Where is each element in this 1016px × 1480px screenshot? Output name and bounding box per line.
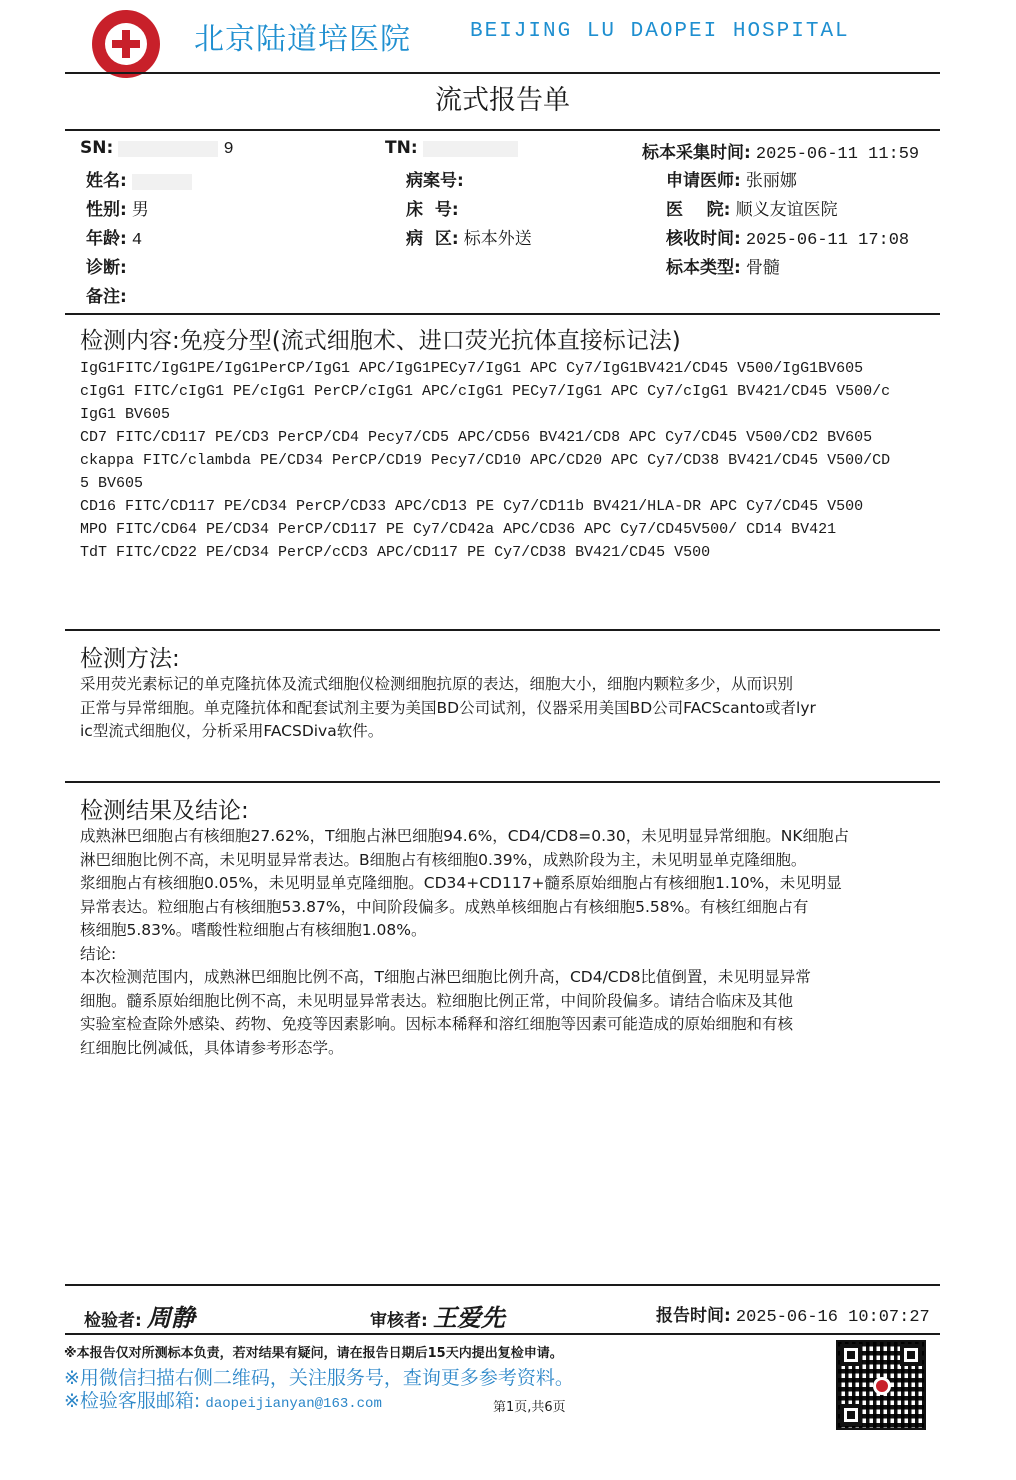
test-line: 5 BV605 xyxy=(80,475,144,492)
result-line: 异常表达。粒细胞占有核细胞53.87%，中间阶段偏多。成熟单核细胞占有核细胞5.58%。有核红细胞占有 xyxy=(80,897,809,916)
reviewer-label: 审核者: xyxy=(370,1311,428,1331)
result-line: 本次检测范围内，成熟淋巴细胞比例不高，T细胞占淋巴细胞比例升高，CD4/CD8比值倒置，未见明显异常 xyxy=(80,968,811,986)
hospital-label: 医 院: xyxy=(666,200,731,220)
divider xyxy=(65,72,940,74)
bed-label: 床 号: xyxy=(406,200,459,220)
ward-field xyxy=(406,224,532,249)
remark-field xyxy=(86,282,127,307)
tester-field xyxy=(84,1298,195,1333)
divider xyxy=(65,1284,940,1286)
method-line: 正常与异常细胞。单克隆抗体和配套试剂主要为美国BD公司试剂，仪器采用美国BD公司FACScanto或者lyr xyxy=(80,698,816,717)
doctor-field xyxy=(666,166,797,191)
test-content-title: 检测内容:免疫分型(流式细胞术、进口荧光抗体直接标记法) xyxy=(80,328,681,354)
test-line: TdT FITC/CD22 PE/CD34 PerCP/cCD3 APC/CD117 PE Cy7/CD38 BV421/CD45 V500 xyxy=(80,544,711,561)
test-line: IgG1 BV605 xyxy=(80,406,171,423)
diagnosis-label: 诊断: xyxy=(86,258,127,278)
test-line: CD7 FITC/CD117 PE/CD3 PerCP/CD4 Pecy7/CD5 APC/CD56 BV421/CD8 APC Cy7/CD45 V500/CD2 BV605 xyxy=(80,429,873,446)
ward-label: 病 区: xyxy=(406,229,459,249)
email-label: ※检验客服邮箱: xyxy=(64,1390,201,1412)
specimen-value: 骨髓 xyxy=(745,258,780,278)
tn-masked xyxy=(423,141,518,157)
report-time-label: 报告时间: xyxy=(656,1306,731,1326)
receive-time-label: 核收时间: xyxy=(666,229,741,249)
test-line: cIgG1 FITC/cIgG1 PE/cIgG1 PerCP/cIgG1 APC/cIgG1 PECy7/IgG1 APC Cy7/cIgG1 BV421/CD45 V500/c xyxy=(80,383,891,400)
email-field xyxy=(64,1386,382,1413)
record-label: 病案号: xyxy=(406,171,464,191)
tn-label: TN: xyxy=(385,138,418,158)
hospital-logo-icon xyxy=(92,10,160,78)
sex-label: 性别: xyxy=(86,200,127,220)
report-time-field xyxy=(656,1301,930,1327)
divider xyxy=(65,629,940,631)
method-text xyxy=(80,673,900,744)
test-line: CD16 FITC/CD117 PE/CD34 PerCP/CD33 APC/CD13 PE Cy7/CD11b BV421/HLA-DR APC Cy7/CD45 V500 xyxy=(80,498,864,515)
divider xyxy=(65,781,940,783)
ward-value: 标本外送 xyxy=(463,229,532,249)
sn-label: SN: xyxy=(80,138,114,158)
wechat-note: ※用微信扫描右侧二维码，关注服务号，查询更多参考资料。 xyxy=(64,1367,574,1389)
reviewer-signature: 王爱先 xyxy=(432,1303,505,1332)
hospital-field xyxy=(666,195,838,220)
divider xyxy=(65,129,940,131)
sex-value: 男 xyxy=(131,200,149,220)
specimen-field xyxy=(666,253,780,278)
result-line: 红细胞比例减低，具体请参考形态学。 xyxy=(80,1038,344,1057)
result-line: 实验室检查除外感染、药物、免疫等因素影响。因标本稀释和溶红细胞等因素可能造成的原始细胞和有核 xyxy=(80,1015,794,1033)
divider xyxy=(65,313,940,315)
result-line: 淋巴细胞比例不高，未见明显异常表达。B细胞占有核细胞0.39%，成熟阶段为主，未见明显单克隆细胞。 xyxy=(80,850,807,869)
conclusion-label: 结论: xyxy=(80,944,117,963)
diagnosis-field xyxy=(86,253,127,278)
qr-code-icon[interactable] xyxy=(836,1340,926,1430)
collect-time-field xyxy=(642,138,919,164)
report-title: 流式报告单 xyxy=(435,85,570,116)
page-info: 第1页,共6页 xyxy=(493,1400,566,1415)
test-line: IgG1FITC/IgG1PE/IgG1PerCP/IgG1 APC/IgG1PECy7/IgG1 APC Cy7/IgG1BV421/CD45 V500/IgG1BV605 xyxy=(80,360,864,377)
result-line: 核细胞5.83%。嗜酸性粒细胞占有核细胞1.08%。 xyxy=(80,921,427,939)
bed-field xyxy=(406,195,459,220)
hospital-name-en: BEIJING LU DAOPEI HOSPITAL xyxy=(470,20,850,43)
name-label: 姓名: xyxy=(86,171,127,191)
report-time-value: 2025-06-16 10:07:27 xyxy=(735,1308,930,1327)
sn-field xyxy=(80,138,234,159)
sex-field xyxy=(86,195,149,220)
age-label: 年龄: xyxy=(86,229,127,249)
qr-center-logo-icon xyxy=(873,1377,891,1395)
sn-value: 9 xyxy=(223,140,234,159)
disclaimer: ※本报告仅对所测标本负责，若对结果有疑问，请在报告日期后15天内提出复检申请。 xyxy=(64,1346,563,1361)
method-title: 检测方法: xyxy=(80,646,180,672)
test-content-lines xyxy=(80,357,890,564)
collect-time-value: 2025-06-11 11:59 xyxy=(755,145,920,164)
qr-finder-pattern xyxy=(840,1404,862,1426)
receive-time-field xyxy=(666,224,909,250)
tn-field xyxy=(385,138,518,158)
test-line: ckappa FITC/clambda PE/CD34 PerCP/CD19 Pecy7/CD10 APC/CD20 APC Cy7/CD38 BV421/CD45 V500/CD xyxy=(80,452,891,469)
hospital-name-cn: 北京陆道培医院 xyxy=(194,22,411,57)
qr-finder-pattern xyxy=(900,1344,922,1366)
age-value: 4 xyxy=(131,231,143,250)
reviewer-field xyxy=(370,1298,505,1333)
age-field xyxy=(86,224,142,250)
result-line: 细胞。髓系原始细胞比例不高，未见明显异常表达。粒细胞比例正常，中间阶段偏多。请结合临床及其他 xyxy=(80,991,794,1010)
result-text xyxy=(80,825,900,1060)
divider xyxy=(65,1333,940,1335)
qr-finder-pattern xyxy=(840,1344,862,1366)
doctor-value: 张丽娜 xyxy=(745,171,797,191)
result-title: 检测结果及结论: xyxy=(80,798,249,824)
email-link[interactable]: daopeijianyan@163.com xyxy=(205,1396,382,1412)
tester-signature: 周静 xyxy=(146,1303,195,1332)
tester-label: 检验者: xyxy=(84,1311,142,1331)
result-line: 成熟淋巴细胞占有核细胞27.62%，T细胞占淋巴细胞94.6%，CD4/CD8=0.30，未见明显异常细胞。NK细胞占 xyxy=(80,827,850,845)
name-masked xyxy=(132,174,192,190)
record-field xyxy=(406,166,464,191)
name-field xyxy=(86,166,192,191)
hospital-value: 顺义友谊医院 xyxy=(735,200,838,220)
remark-label: 备注: xyxy=(86,287,127,307)
sn-masked xyxy=(118,141,218,157)
collect-time-label: 标本采集时间: xyxy=(642,143,751,163)
specimen-label: 标本类型: xyxy=(666,258,741,278)
result-line: 浆细胞占有核细胞0.05%，未见明显单克隆细胞。CD34+CD117+髓系原始细胞占有核细胞1.10%，未见明显 xyxy=(80,874,842,892)
doctor-label: 申请医师: xyxy=(666,171,741,191)
method-line: 采用荧光素标记的单克隆抗体及流式细胞仪检测细胞抗原的表达，细胞大小，细胞内颗粒多少，从而识别 xyxy=(80,675,794,693)
test-line: MPO FITC/CD64 PE/CD34 PerCP/CD117 PE Cy7/CD42a APC/CD36 APC Cy7/CD45V500/ CD14 BV421 xyxy=(80,521,837,538)
receive-time-value: 2025-06-11 17:08 xyxy=(745,231,910,250)
method-line: ic型流式细胞仪，分析采用FACSDiva软件。 xyxy=(80,722,384,740)
